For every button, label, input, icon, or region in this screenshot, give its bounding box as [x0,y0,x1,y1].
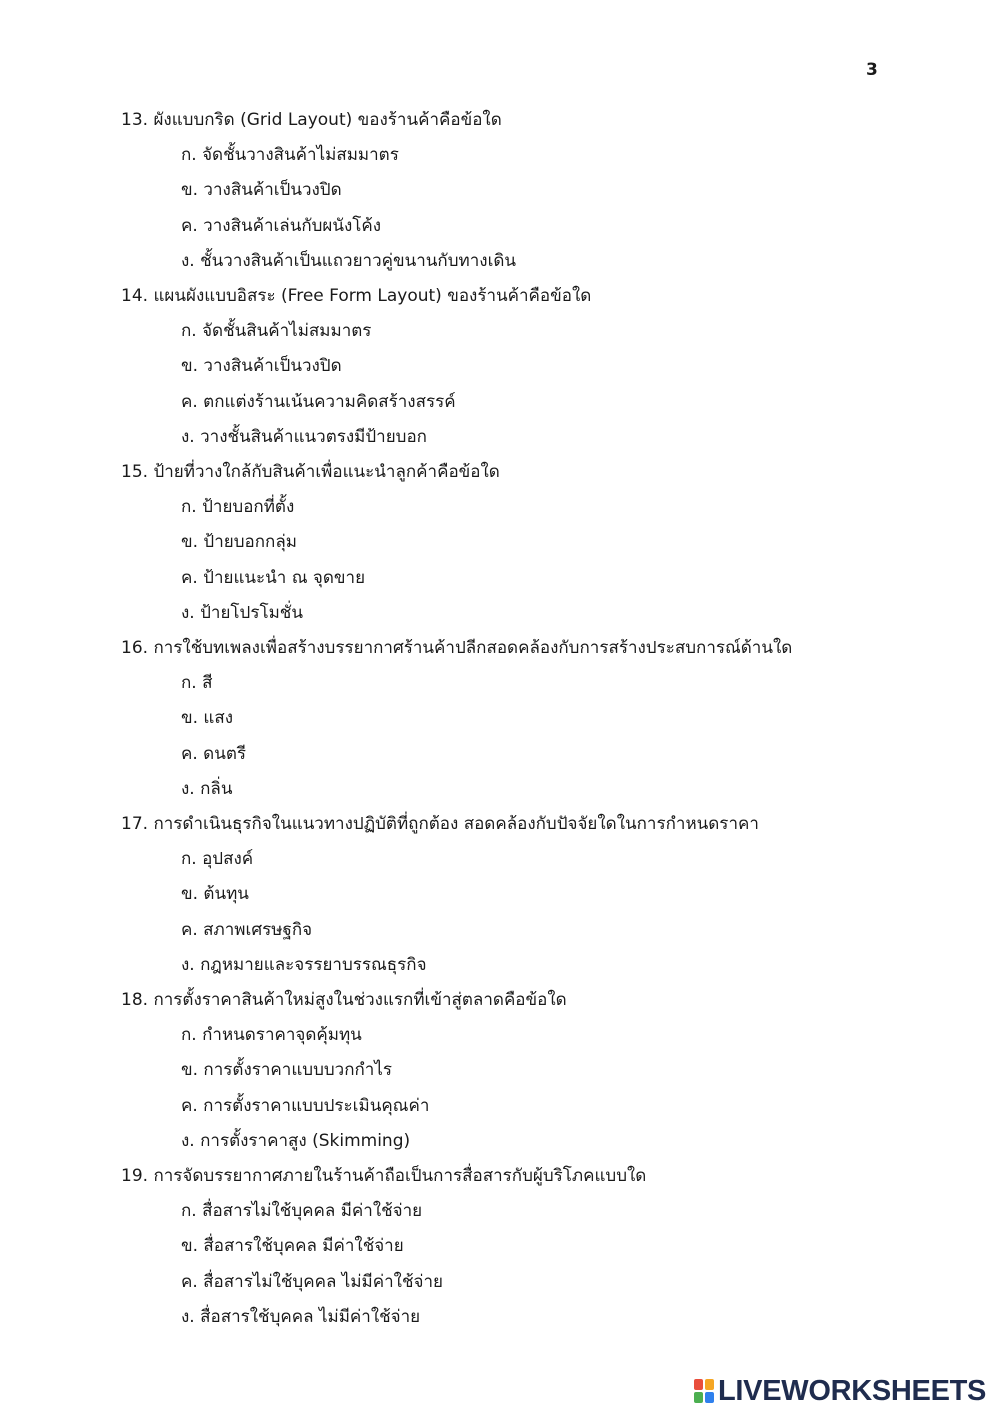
answer-choice: ง. การตั้งราคาสูง (Skimming) [181,1130,411,1151]
answer-choice: ข. ป้ายบอกกลุ่ม [181,532,297,553]
question-text: 19. การจัดบรรยากาศภายในร้านค้าถือเป็นการสื่อสารกับผู้บริโภคแบบใด [121,1166,647,1186]
answer-choice: ข. แสง [181,708,234,729]
answer-choice: ข. การตั้งราคาแบบบวกกำไร [181,1060,393,1081]
answer-choice: ค. สภาพเศรษฐกิจ [181,919,313,940]
answer-choice: ก. จัดชั้นสินค้าไม่สมมาตร [181,321,372,342]
logo-tile-3 [694,1392,703,1403]
logo-tile-1 [694,1379,703,1390]
question-text: 17. การดำเนินธุรกิจในแนวทางปฏิบัติที่ถูกต้อง สอดคล้องกับปัจจัยใดในการกำหนดราคา [121,814,759,834]
answer-choice: ง. ชั้นวางสินค้าเป็นแถวยาวคู่ขนานกับทางเดิน [181,250,517,271]
liveworksheets-logo-icon [694,1379,714,1403]
answer-choice: ค. ตกแต่งร้านเน้นความคิดสร้างสรรค์ [181,391,456,412]
liveworksheets-logo [694,1374,986,1408]
question-text: 15. ป้ายที่วางใกล้กับสินค้าเพื่อแนะนำลูกค้าคือข้อใด [121,462,500,482]
page-number: 3 [866,60,878,80]
answer-choice: ง. กลิ่น [181,778,233,799]
answer-choice: ก. ป้ายบอกที่ตั้ง [181,497,295,518]
answer-choice: ง. สื่อสารใช้บุคคล ไม่มีค่าใช้จ่าย [181,1306,421,1327]
answer-choice: ข. สื่อสารใช้บุคคล มีค่าใช้จ่าย [181,1236,404,1257]
answer-choice: ก. จัดชั้นวางสินค้าไม่สมมาตร [181,145,399,166]
answer-choice: ง. ป้ายโปรโมชั่น [181,602,303,623]
question-text: 14. แผนผังแบบอิสระ (Free Form Layout) ของร้านค้าคือข้อใด [121,286,592,306]
answer-choice: ค. สื่อสารไม่ใช้บุคคล ไม่มีค่าใช้จ่าย [181,1271,443,1292]
answer-choice: ข. ต้นทุน [181,884,249,905]
question-text: 16. การใช้บทเพลงเพื่อสร้างบรรยากาศร้านค้าปลีกสอดคล้องกับการสร้างประสบการณ์ด้านใด [121,638,793,658]
answer-choice: ค. การตั้งราคาแบบประเมินคุณค่า [181,1095,430,1116]
answer-choice: ค. ป้ายแนะนำ ณ จุดขาย [181,567,366,588]
answer-choice: ข. วางสินค้าเป็นวงปิด [181,180,342,201]
answer-choice: ง. กฎหมายและจรรยาบรรณธุรกิจ [181,954,427,975]
answer-choice: ง. วางชั้นสินค้าแนวตรงมีป้ายบอก [181,426,427,447]
logo-tile-2 [705,1379,714,1390]
answer-choice: ก. กำหนดราคาจุดคุ้มทุน [181,1025,362,1046]
answer-choice: ข. วางสินค้าเป็นวงปิด [181,356,342,377]
answer-choice: ก. สื่อสารไม่ใช้บุคคล มีค่าใช้จ่าย [181,1201,423,1222]
answer-choice: ค. ดนตรี [181,743,247,764]
answer-choice: ค. วางสินค้าเล่นกับผนังโค้ง [181,215,382,236]
question-text: 13. ผังแบบกริด (Grid Layout) ของร้านค้าคือข้อใด [121,110,502,130]
answer-choice: ก. สี [181,673,213,694]
answer-choice: ก. อุปสงค์ [181,849,254,870]
liveworksheets-logo-text: LIVEWORKSHEETS [718,1374,987,1407]
question-text: 18. การตั้งราคาสินค้าใหม่สูงในช่วงแรกที่เข้าสู่ตลาดคือข้อใด [121,990,567,1010]
logo-tile-4 [705,1392,714,1403]
